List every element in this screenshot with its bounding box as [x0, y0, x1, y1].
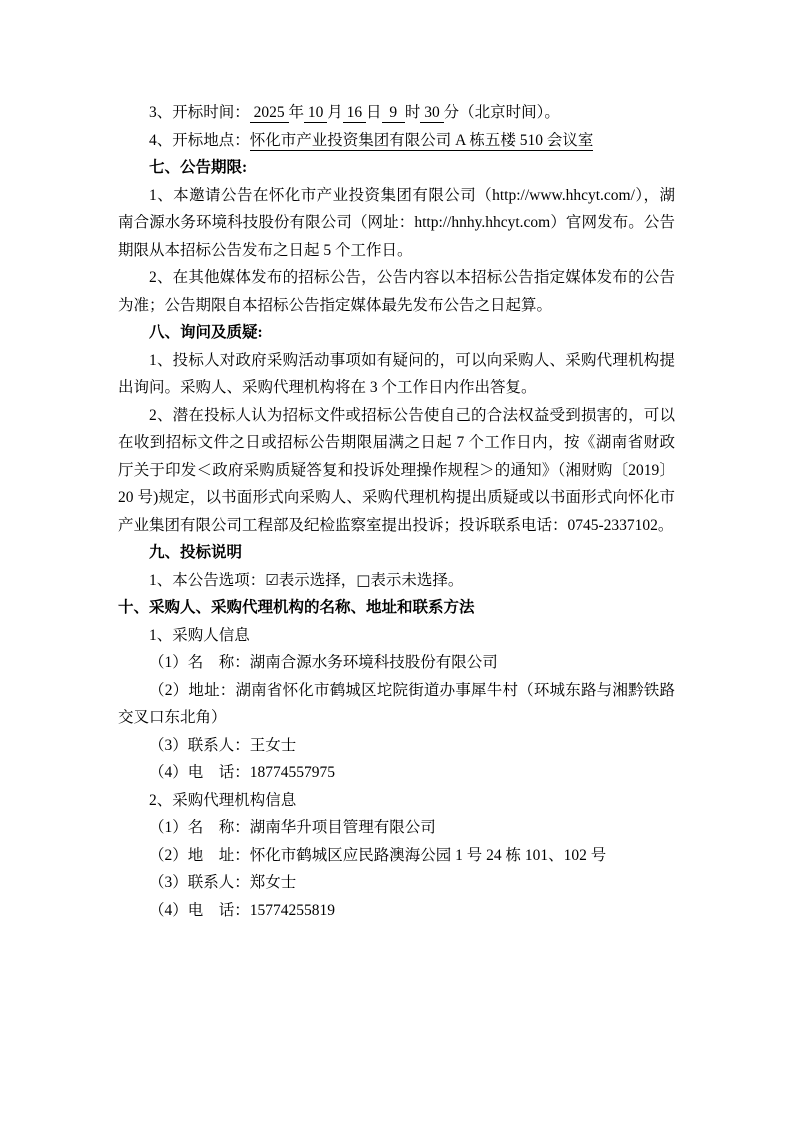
section-9-heading — [118, 539, 675, 567]
agency-name — [118, 814, 675, 842]
text-run: 表示未选择。 — [370, 571, 464, 589]
bid-opening-time — [118, 99, 675, 127]
text-run: 分（北京时间）。 — [443, 104, 560, 121]
text-run: 怀化市产业投资集团有限公司 A 栋五楼 510 会议室 — [249, 131, 594, 149]
bid-options-note — [118, 567, 675, 595]
purchaser-address — [118, 677, 675, 732]
text-run: （2）地 址：怀化市鹤城区应民路澳海公园 1 号 24 栋 101、102 号 — [149, 846, 607, 864]
text-run: 十、采购人、采购代理机构的名称、地址和联系方法 — [118, 599, 475, 616]
text-run: 七、公告期限: — [149, 159, 248, 176]
text-run: 月 — [327, 104, 343, 121]
text-run: 4、开标地点： — [149, 131, 250, 149]
text-run: 九、投标说明 — [149, 544, 243, 561]
text-run: （1）名 称：湖南华升项目管理有限公司 — [149, 819, 436, 836]
text-run: （3）联系人：郑女士 — [149, 874, 297, 891]
text-run: 1、投标人对政府采购活动事项如有疑问的，可以向采购人、采购代理机构提出询问。采购人、采购代理机构将在 3 个工作日内作出答复。 — [118, 351, 675, 396]
text-run: 2025 — [249, 104, 289, 121]
text-run: 30 — [420, 104, 444, 121]
inquiry-item-2 — [118, 402, 675, 540]
bid-opening-location — [118, 127, 675, 155]
purchaser-name — [118, 649, 675, 677]
announcement-period-item-1 — [118, 182, 675, 265]
text-run: （3）联系人：王女士 — [149, 736, 297, 754]
text-run: 1、本公告选项： — [149, 571, 266, 589]
agency-info-heading — [118, 787, 675, 815]
agency-contact — [118, 869, 675, 897]
text-run: 年 — [288, 104, 305, 121]
text-run: 16 — [342, 104, 367, 121]
text-run: 八、询问及质疑: — [149, 324, 263, 341]
text-run: 1、本邀请公告在怀化市产业投资集团有限公司（http://www.hhcyt.com/），湖南合源水务环境科技股份有限公司（网址：http://hnhy.hhcyt.com）官网发布。公告期限从本招标公告发布之日起 5 个工作日。 — [118, 186, 675, 259]
text-run: 2、潜在投标人认为招标文件或招标公告使自己的合法权益受到损害的，可以在收到招标文件之日或招标公告期限届满之日起 7 个工作日内，按《湖南省财政厅关于印发＜政府采购质疑答复和投诉处理操作规程＞的通知》（湘财购〔2019〕20 号)规定，以书面形式向采购人、采购代理机构提出质疑或以书面形式向怀化市产业集团有限公司工程部及纪检监察室提出投诉；投诉联系电话：0745-2337102。 — [118, 406, 675, 534]
text-run: （1）名 称：湖南合源水务环境科技股份有限公司 — [149, 654, 498, 671]
text-run: 2、在其他媒体发布的招标公告，公告内容以本招标公告指定媒体发布的公告为准；公告期限自本招标公告指定媒体最先发布公告之日起算。 — [118, 269, 675, 314]
inquiry-item-1 — [118, 347, 675, 402]
section-7-heading — [118, 154, 675, 182]
text-run: （4）电 话：15774255819 — [149, 901, 336, 919]
text-run: 9 — [381, 104, 405, 121]
text-run: 3、开标时间： — [149, 104, 250, 121]
purchaser-contact — [118, 732, 675, 760]
section-10-heading — [118, 594, 675, 622]
agency-address — [118, 842, 675, 870]
announcement-period-item-2 — [118, 264, 675, 319]
text-run: 10 — [304, 104, 328, 121]
text-run: 日 — [366, 104, 382, 121]
purchaser-info-heading — [118, 622, 675, 650]
text-run: （4）电 话：18774557975 — [149, 764, 336, 781]
text-run: 2、采购代理机构信息 — [149, 791, 297, 809]
checked-checkbox-icon: ☑ — [265, 570, 279, 589]
unchecked-checkbox-icon: □ — [356, 570, 371, 589]
text-run: 时 — [404, 104, 421, 121]
purchaser-phone — [118, 759, 675, 787]
text-run: （2）地址：湖南省怀化市鹤城区坨院街道办事犀牛村（环城东路与湘黔铁路交叉口东北角） — [118, 681, 675, 726]
document-body — [118, 99, 675, 924]
agency-phone — [118, 897, 675, 925]
text-run: 表示选择， — [278, 571, 357, 589]
text-run: 1、采购人信息 — [149, 626, 250, 644]
section-8-heading — [118, 319, 675, 347]
